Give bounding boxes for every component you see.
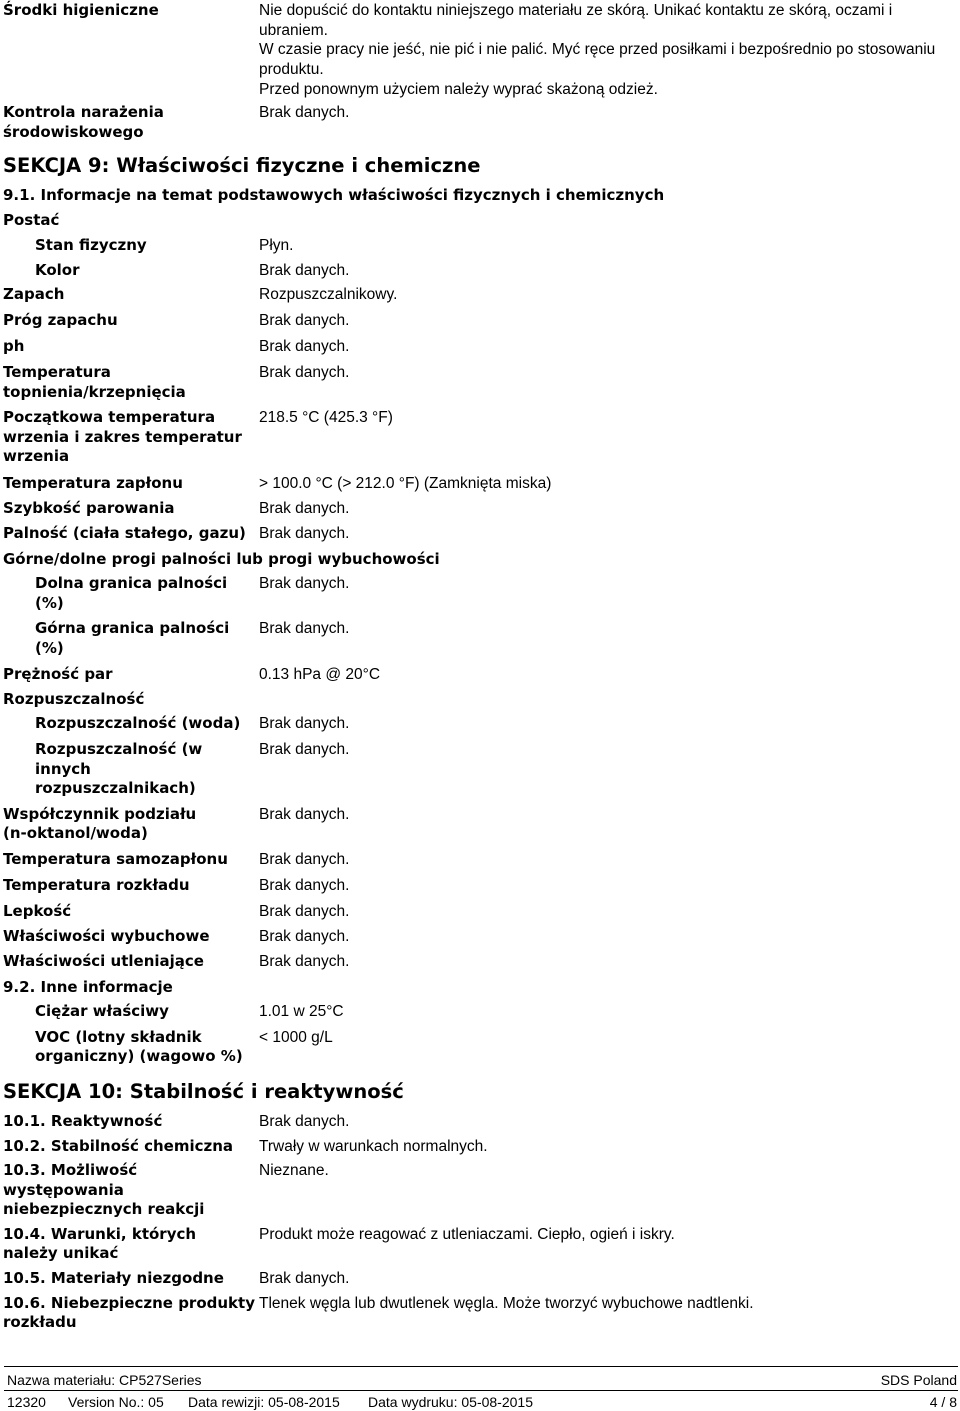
prog-label: Próg zapachu bbox=[3, 311, 118, 329]
topnienie-label-1: Temperatura bbox=[3, 363, 111, 381]
env-control-value: Brak danych. bbox=[259, 104, 350, 121]
hygiene-line-2: ubraniem. bbox=[259, 22, 328, 39]
r6-label-2: rozkładu bbox=[3, 1313, 77, 1331]
rozp-inne-value: Brak danych. bbox=[259, 741, 350, 758]
podzial-label-2: (n-oktanol/woda) bbox=[3, 824, 148, 842]
palnosc-label: Palność (ciała stałego, gazu) bbox=[3, 524, 246, 542]
hygiene-line-4: produktu. bbox=[259, 61, 324, 78]
r6-label-1: 10.6. Niebezpieczne produkty bbox=[3, 1294, 255, 1312]
hygiene-line-5: Przed ponownym użyciem należy wyprać skażoną odzież. bbox=[259, 81, 658, 98]
dolna-value: Brak danych. bbox=[259, 575, 350, 592]
ph-label: ph bbox=[3, 337, 25, 355]
palnosc-value: Brak danych. bbox=[259, 525, 350, 542]
utleniajace-label: Właściwości utleniające bbox=[3, 952, 204, 970]
r2-value: Trwały w warunkach normalnych. bbox=[259, 1138, 488, 1155]
zapach-value: Rozpuszczalnikowy. bbox=[259, 286, 398, 303]
section-10-title: SEKCJA 10: Stabilność i reaktywność bbox=[3, 1080, 404, 1103]
wybuchowe-value: Brak danych. bbox=[259, 928, 350, 945]
r3-value: Nieznane. bbox=[259, 1162, 329, 1179]
rozp-woda-label: Rozpuszczalność (woda) bbox=[35, 714, 241, 732]
r5-value: Brak danych. bbox=[259, 1270, 350, 1287]
stan-value: Płyn. bbox=[259, 237, 294, 254]
gorna-label-1: Górna granica palności bbox=[35, 619, 230, 637]
wrzenie-label-2: wrzenia i zakres temperatur bbox=[3, 428, 242, 446]
r3-label-1: 10.3. Możliwość bbox=[3, 1161, 138, 1179]
podzial-label-1: Współczynnik podziału bbox=[3, 805, 197, 823]
rozp-woda-value: Brak danych. bbox=[259, 715, 350, 732]
prog-value: Brak danych. bbox=[259, 312, 350, 329]
samozaplon-label: Temperatura samozapłonu bbox=[3, 850, 228, 868]
footer-divider bbox=[4, 1366, 958, 1367]
samozaplon-value: Brak danych. bbox=[259, 851, 350, 868]
limits-heading: Górne/dolne progi palności lub progi wybuchowości bbox=[3, 550, 440, 568]
rozp-inne-label-1: Rozpuszczalność (w bbox=[35, 740, 203, 758]
podzial-value: Brak danych. bbox=[259, 806, 350, 823]
hygiene-label: Środki higieniczne bbox=[3, 1, 159, 19]
r1-label: 10.1. Reaktywność bbox=[3, 1112, 163, 1130]
r2-label: 10.2. Stabilność chemiczna bbox=[3, 1137, 234, 1155]
ciezar-label: Ciężar właściwy bbox=[35, 1002, 169, 1020]
r3-label-2: występowania bbox=[3, 1181, 124, 1199]
env-control-label-1: Kontrola narażenia bbox=[3, 103, 164, 121]
r4-label-1: 10.4. Warunki, których bbox=[3, 1225, 197, 1243]
rozklad-label: Temperatura rozkładu bbox=[3, 876, 190, 894]
rozp-inne-label-3: rozpuszczalnikach) bbox=[35, 779, 196, 797]
footer-print-date: Data wydruku: 05-08-2015 bbox=[368, 1394, 533, 1410]
voc-value: < 1000 g/L bbox=[259, 1029, 333, 1046]
section-9-title: SEKCJA 9: Właściwości fizyczne i chemiczne bbox=[3, 154, 481, 177]
utleniajace-value: Brak danych. bbox=[259, 953, 350, 970]
voc-label-2: organiczny) (wagowo %) bbox=[35, 1047, 243, 1065]
wrzenie-label-1: Początkowa temperatura bbox=[3, 408, 216, 426]
footer-revision: Data rewizji: 05-08-2015 bbox=[188, 1394, 340, 1410]
kolor-label: Kolor bbox=[35, 261, 80, 279]
lepkosc-label: Lepkość bbox=[3, 902, 72, 920]
env-control-label-2: środowiskowego bbox=[3, 123, 144, 141]
r6-value: Tlenek węgla lub dwutlenek węgla. Może tworzyć wybuchowe nadtlenki. bbox=[259, 1295, 754, 1312]
r3-label-3: niebezpiecznych reakcji bbox=[3, 1200, 205, 1218]
ciezar-value: 1.01 w 25°C bbox=[259, 1003, 344, 1020]
r4-value: Produkt może reagować z utleniaczami. Ciepło, ogień i iskry. bbox=[259, 1226, 675, 1243]
topnienie-value: Brak danych. bbox=[259, 364, 350, 381]
r4-label-2: należy unikać bbox=[3, 1244, 119, 1262]
hygiene-line-1: Nie dopuścić do kontaktu niniejszego materiału ze skórą. Unikać kontaktu ze skórą, oczami i bbox=[259, 2, 893, 19]
zaplon-value: > 100.0 °C (> 212.0 °F) (Zamknięta miska) bbox=[259, 475, 552, 492]
wrzenie-value: 218.5 °C (425.3 °F) bbox=[259, 409, 393, 426]
preznosc-value: 0.13 hPa @ 20°C bbox=[259, 666, 381, 683]
other-heading: 9.2. Inne informacje bbox=[3, 978, 173, 996]
parowanie-value: Brak danych. bbox=[259, 500, 350, 517]
stan-label: Stan fizyczny bbox=[35, 236, 147, 254]
rozp-inne-label-2: innych bbox=[35, 760, 91, 778]
rozp-heading: Rozpuszczalność bbox=[3, 690, 145, 708]
footer-page: 4 / 8 bbox=[929, 1394, 957, 1410]
preznosc-label: Prężność par bbox=[3, 665, 113, 683]
footer-region: SDS Poland bbox=[880, 1372, 957, 1388]
parowanie-label: Szybkość parowania bbox=[3, 499, 175, 517]
footer-version: Version No.: 05 bbox=[68, 1394, 164, 1410]
kolor-value: Brak danych. bbox=[259, 262, 350, 279]
section-9-1-subtitle: 9.1. Informacje na temat podstawowych właściwości fizycznych i chemicznych bbox=[3, 186, 665, 204]
ph-value: Brak danych. bbox=[259, 338, 350, 355]
footer-material: Nazwa materiału: CP527Series bbox=[7, 1372, 202, 1388]
gorna-value: Brak danych. bbox=[259, 620, 350, 637]
r1-value: Brak danych. bbox=[259, 1113, 350, 1130]
dolna-label-1: Dolna granica palności bbox=[35, 574, 228, 592]
voc-label-1: VOC (lotny składnik bbox=[35, 1028, 202, 1046]
lepkosc-value: Brak danych. bbox=[259, 903, 350, 920]
gorna-label-2: (%) bbox=[35, 639, 64, 657]
footer-code: 12320 bbox=[7, 1394, 46, 1410]
topnienie-label-2: topnienia/krzepnięcia bbox=[3, 383, 186, 401]
r5-label: 10.5. Materiały niezgodne bbox=[3, 1269, 224, 1287]
zapach-label: Zapach bbox=[3, 285, 65, 303]
wrzenie-label-3: wrzenia bbox=[3, 447, 70, 465]
wybuchowe-label: Właściwości wybuchowe bbox=[3, 927, 210, 945]
postac-heading: Postać bbox=[3, 211, 60, 229]
dolna-label-2: (%) bbox=[35, 594, 64, 612]
hygiene-line-3: W czasie pracy nie jeść, nie pić i nie palić. Myć ręce przed posiłkami i bezpośrednio po stosowaniu bbox=[259, 41, 936, 58]
zaplon-label: Temperatura zapłonu bbox=[3, 474, 183, 492]
rozklad-value: Brak danych. bbox=[259, 877, 350, 894]
footer-divider-2 bbox=[4, 1390, 958, 1391]
